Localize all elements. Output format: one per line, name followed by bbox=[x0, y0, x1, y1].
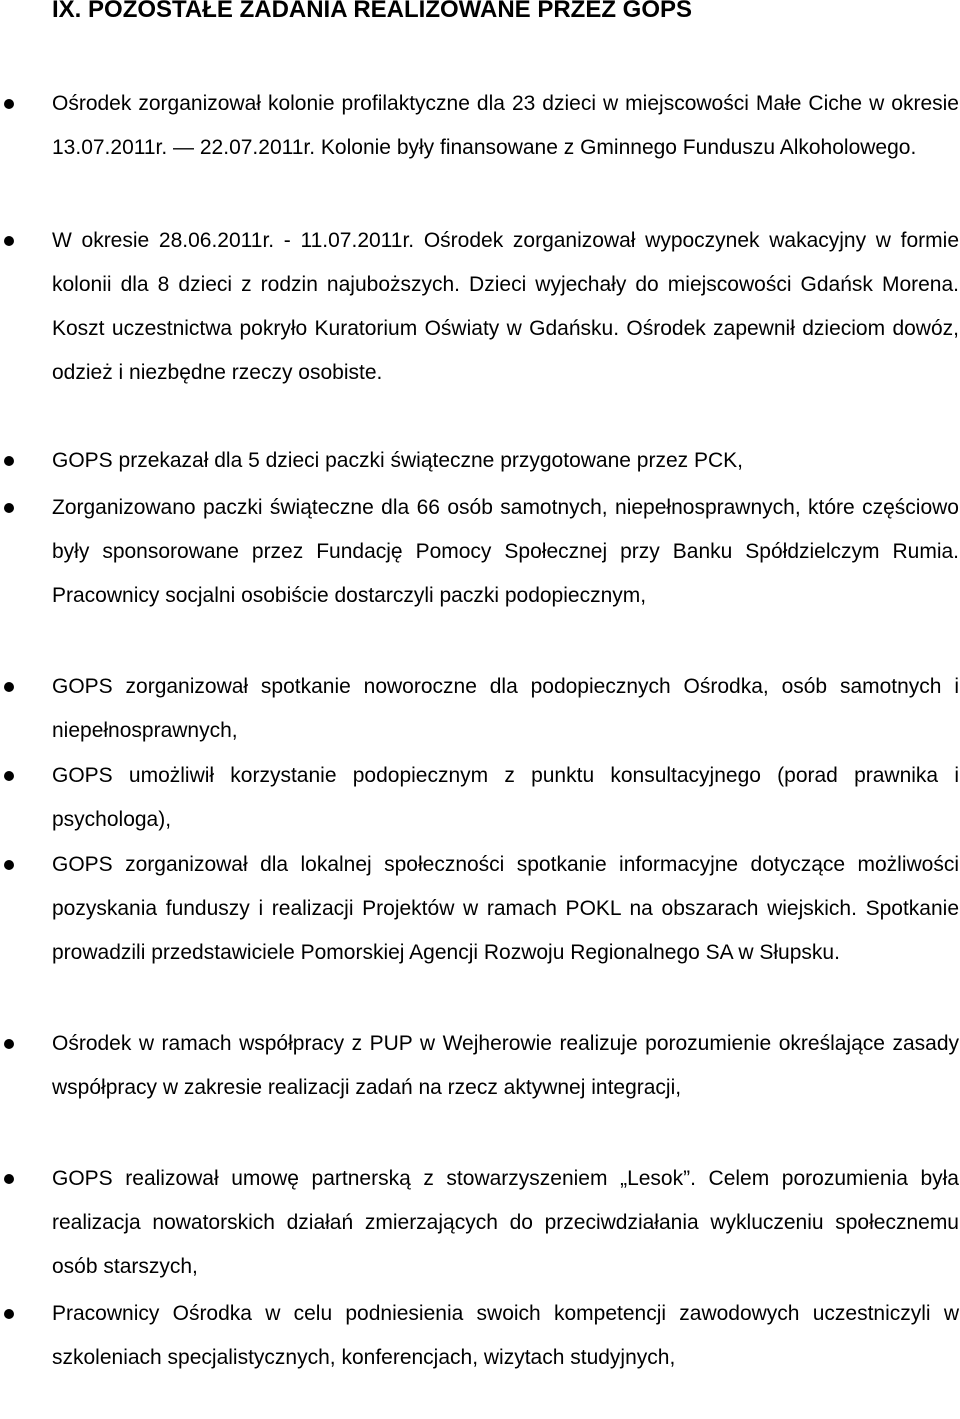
bullet-icon bbox=[4, 456, 14, 466]
list-item-text: GOPS umożliwił korzystanie podopiecznym z punktu konsultacyjnego (porad prawnika i psychologa), bbox=[52, 764, 959, 831]
bullet-icon bbox=[4, 99, 14, 109]
bullet-icon bbox=[4, 503, 14, 513]
list-item-text: W okresie 28.06.2011r. - 11.07.2011r. Ośrodek zorganizował wypoczynek wakacyjny w formie kolonii dla 8 dzieci z rodzin najuboższych. Dzieci wyjechały do miejscowości Gdańsk Morena. Koszt uczestnictwa pokryło Kuratorium Oświaty w Gdańsku. Ośrodek zapewnił dzieciom dowóz, odzież i niezbędne rzeczy osobiste. bbox=[52, 229, 959, 384]
bullet-icon bbox=[4, 1174, 14, 1184]
list-item-text: GOPS zorganizował spotkanie noworoczne dla podopiecznych Ośrodka, osób samotnych i niepełnosprawnych, bbox=[52, 675, 959, 742]
list-item-text: Pracownicy Ośrodka w celu podniesienia swoich kompetencji zawodowych uczestniczyli w szkoleniach specjalistycznych, konferencjach, wizytach studyjnych, bbox=[52, 1302, 959, 1369]
list-item-text: GOPS zorganizował dla lokalnej społeczności spotkanie informacyjne dotyczące możliwości pozyskania funduszy i realizacji Projektów w ramach POKL na obszarach wiejskich. Spotkanie prowadzili przedstawiciele Pomorskiej Agencji Rozwoju Regionalnego SA w Słupsku. bbox=[52, 853, 959, 964]
bullet-icon bbox=[4, 1309, 14, 1319]
list-item-text: Ośrodek zorganizował kolonie profilaktyczne dla 23 dzieci w miejscowości Małe Ciche w okresie 13.07.2011r. — 22.07.2011r. Kolonie były finansowane z Gminnego Funduszu Alkoholowego. bbox=[52, 92, 959, 159]
list-item-text: Ośrodek w ramach współpracy z PUP w Wejherowie realizuje porozumienie określające zasady współpracy w zakresie realizacji zadań na rzecz aktywnej integracji, bbox=[52, 1032, 959, 1099]
list-item-text: GOPS przekazał dla 5 dzieci paczki świąteczne przygotowane przez PCK, bbox=[52, 449, 743, 472]
list-item-text: Zorganizowano paczki świąteczne dla 66 osób samotnych, niepełnosprawnych, które częściowo były sponsorowane przez Fundację Pomocy Społecznej przy Banku Spółdzielczym Rumia. Pracownicy socjalni osobiście dostarczyli paczki podopiecznym, bbox=[52, 496, 959, 607]
section-heading: IX. POZOSTAŁE ZADANIA REALIZOWANE PRZEZ GOPS bbox=[52, 0, 693, 23]
bullet-icon bbox=[4, 771, 14, 781]
bullet-icon bbox=[4, 682, 14, 692]
bullet-icon bbox=[4, 236, 14, 246]
bullet-icon bbox=[4, 1039, 14, 1049]
list-item-text: GOPS realizował umowę partnerską z stowarzyszeniem „Lesok”. Celem porozumienia była realizacja nowatorskich działań zmierzających do przeciwdziałania wykluczeniu społecznemu osób starszych, bbox=[52, 1167, 959, 1278]
bullet-icon bbox=[4, 860, 14, 870]
